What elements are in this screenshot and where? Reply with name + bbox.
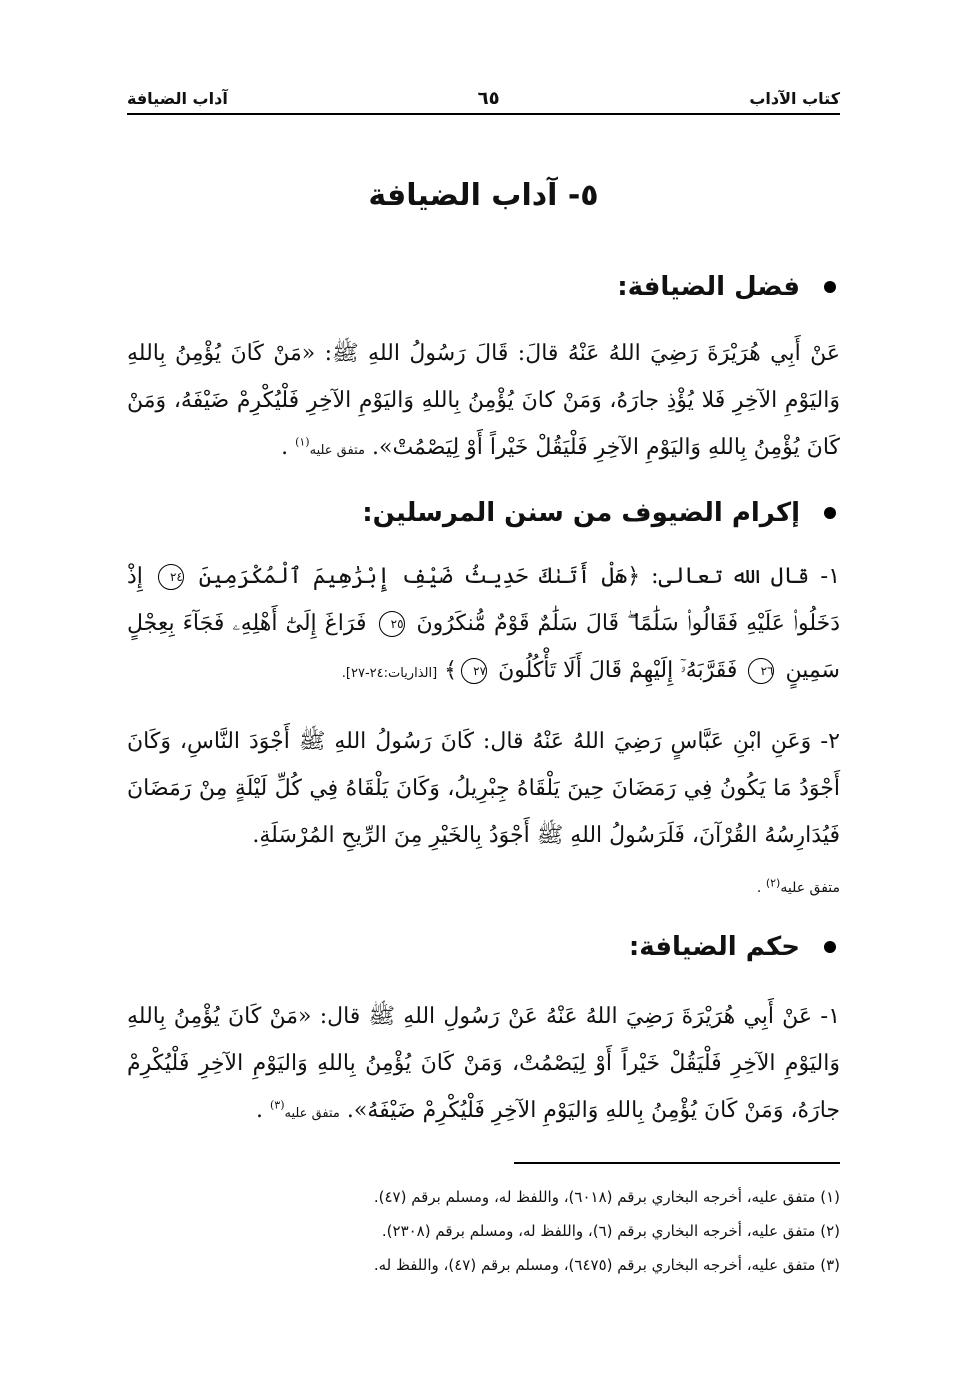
- footnotes: [127, 1180, 840, 1282]
- hadith-paragraph: [127, 330, 840, 474]
- hadith-text: عَنْ أَبِي هُرَيْرَةَ رَضِيَ اللهُ عَنْهُ عَنْ رَسُولِ اللهِ ﷺ قال: «مَنْ كَانَ يُؤْمِنُ بِاللهِ وَاليَوْمِ الآخِرِ فَلْيَقُلْ خَيْراً أَوْ لِيَصْمُتْ، وَمَنْ كَانَ يُؤْمِنُ بِاللهِ وَاليَوْمِ الآخِرِ فَلْيُكْرِمْ جارَهُ، وَمَنْ كَانَ يُؤْمِنُ بِاللهِ وَاليَوْمِ الآخِرِ فَلْيُكْرِمْ ضَيْفَهُ».: [127, 1004, 840, 1123]
- section-heading-honoring-guests: [127, 498, 840, 528]
- item-number: ١-: [820, 1004, 841, 1029]
- surah-reference: [الذاريات:٢٤-٢٧].: [341, 666, 438, 681]
- bullet-icon: [824, 507, 836, 519]
- verse-part: هَلْ أَتَىٰكَ حَدِيثُ ضَيْفِ إِبْرَٰهِيمَ ٱلْمُكْرَمِينَ: [198, 564, 628, 589]
- agreed-note: متفق عليه: [309, 443, 365, 458]
- verse-part: فَقَرَّبَهُۥٓ إِلَيْهِمْ قَالَ أَلَا تَأْكُلُونَ: [498, 658, 738, 683]
- hadith-paragraph: [127, 718, 840, 859]
- agreed-note: متفق عليه: [780, 880, 840, 896]
- agreed-note-line: [756, 876, 840, 896]
- section-heading-label: حكم الضيافة:: [628, 932, 800, 962]
- section-heading-ruling: [127, 932, 840, 962]
- verse-part: فَرَاغَ إِلَىٰٓ أَهْلِهِۦ فَجَآءَ بِعِجْلٍ سَمِينٍ: [127, 611, 840, 683]
- bullet-icon: [824, 281, 836, 293]
- page-number: ٦٥: [477, 87, 500, 109]
- hadith-paragraph: [127, 993, 840, 1137]
- item-number: ١-: [820, 564, 841, 589]
- period: .: [281, 435, 289, 460]
- footnote-marker: (١): [295, 435, 310, 449]
- ayah-number-icon: ٢٧: [461, 658, 487, 684]
- hadith-text: وَعَنِ ابْنِ عَبَّاسٍ رَضِيَ اللهُ عَنْهُ قال: كَانَ رَسُولُ اللهِ ﷺ أَجْوَدَ النَّاسِ، وَكَانَ أَجْوَدُ مَا يَكُونُ فِي رَمَضَانَ حِينَ يَلْقَاهُ جِبْرِيلُ، وَكَانَ يَلْقَاهُ فِي كُلِّ لَيْلَةٍ مِنْ رَمَضَانَ فَيُدَارِسُهُ القُرْآنَ، فَلَرَسُولُ اللهِ ﷺ أَجْوَدُ بِالخَيْرِ مِنَ الرِّيحِ المُرْسَلَةِ.: [127, 729, 840, 848]
- section-heading-label: إكرام الضيوف من سنن المرسلين:: [362, 498, 800, 528]
- ayah-number-icon: ٢٦: [748, 658, 774, 684]
- section-heading-virtue: [127, 272, 840, 302]
- agreed-note: متفق عليه: [284, 1106, 340, 1121]
- footnote: (٣) متفق عليه، أخرجه البخاري برقم (٦٤٧٥)، ومسلم برقم (٤٧)، واللفظ له.: [373, 1256, 840, 1274]
- quran-paragraph: [127, 553, 840, 697]
- period: .: [255, 1098, 263, 1123]
- header-rule: [127, 113, 840, 115]
- footnote-marker: (٢): [765, 876, 781, 890]
- footnote: (٢) متفق عليه، أخرجه البخاري برقم (٦)، واللفظ له، ومسلم برقم (٢٣٠٨).: [381, 1222, 840, 1240]
- chapter-running-title: آداب الضيافة: [127, 88, 228, 108]
- section-heading-label: فضل الضيافة:: [617, 272, 800, 302]
- footnote: (١) متفق عليه، أخرجه البخاري برقم (٦٠١٨)، واللفظ له، ومسلم برقم (٤٧).: [373, 1188, 840, 1206]
- verse-intro: قال الله تعالى:: [651, 564, 810, 589]
- running-header: [127, 84, 840, 112]
- hadith-text: عَنْ أَبِي هُرَيْرَةَ رَضِيَ اللهُ عَنْهُ قالَ: قَالَ رَسُولُ اللهِ ﷺ: «مَنْ كَانَ يُؤْمِنُ بِاللهِ وَاليَوْمِ الآخِرِ فَلا يُؤْذِ جارَهُ، وَمَنْ كانَ يُؤْمِنُ بِاللهِ وَاليَوْمِ الآخِرِ فَلْيُكْرِمْ ضَيْفَهُ، وَمَنْ كَانَ يُؤْمِنُ بِاللهِ وَاليَوْمِ الآخِرِ فَلْيَقُلْ خَيْراً أَوْ لِيَصْمُتْ».: [127, 341, 840, 460]
- book-title: كتاب الآداب: [749, 88, 840, 108]
- period: .: [756, 880, 762, 896]
- ayah-number-icon: ٢٤: [158, 564, 184, 590]
- verse-part: إِذْ دَخَلُوا۟ عَلَيْهِ فَقَالُوا۟ سَلَٰمًا ۖ قَالَ سَلَٰمٌ قَوْمٌ مُّنكَرُونَ: [127, 564, 841, 636]
- ornate-bracket-close: ﴾: [444, 658, 458, 683]
- ayah-number-icon: ٢٥: [379, 611, 405, 637]
- footnote-separator: [514, 1162, 840, 1164]
- footnote-marker: (٣): [269, 1098, 285, 1112]
- item-number: ٢-: [820, 729, 840, 754]
- ornate-bracket-open: ﴿: [627, 564, 641, 589]
- bullet-icon: [824, 941, 836, 953]
- chapter-title: ٥- آداب الضيافة: [368, 178, 599, 213]
